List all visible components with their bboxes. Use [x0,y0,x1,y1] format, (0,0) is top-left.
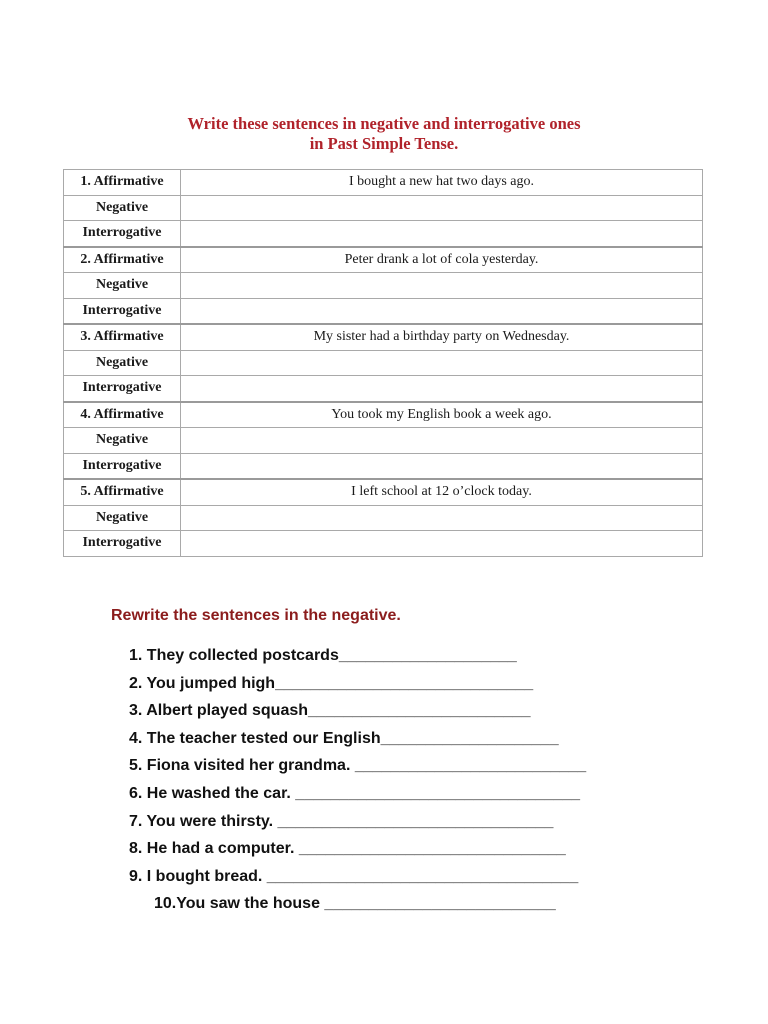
exercise-item: 5. Fiona visited her grandma. __________________________ [129,757,587,774]
row-label: 5. Affirmative [64,479,181,505]
exercise-item: 3. Albert played squash_________________________ [129,702,531,719]
table-row [64,273,703,299]
row-label: Negative [64,273,181,299]
affirmative-sentence-cell: I bought a new hat two days ago. [181,170,703,196]
exercise-item: 2. You jumped high_____________________________ [129,675,534,692]
table-row [64,350,703,376]
answer-cell[interactable] [181,350,703,376]
affirmative-sentence-cell: You took my English book a week ago. [181,402,703,428]
answer-cell[interactable] [181,376,703,402]
row-label: Negative [64,195,181,221]
exercise-item: 7. You were thirsty. _______________________________ [129,813,554,830]
table-row [64,453,703,479]
affirmative-sentence-cell: My sister had a birthday party on Wednesday. [181,324,703,350]
table-row [64,170,703,196]
answer-cell[interactable] [181,195,703,221]
row-label: 1. Affirmative [64,170,181,196]
table-row [64,505,703,531]
row-label: Interrogative [64,298,181,324]
row-label: Negative [64,428,181,454]
exercise-item: 4. The teacher tested our English____________________ [129,730,559,747]
row-label: Negative [64,505,181,531]
section-title-negative: Rewrite the sentences in the negative. [111,607,401,624]
row-label: Interrogative [64,221,181,247]
row-label: Negative [64,350,181,376]
affirmative-sentence-cell: Peter drank a lot of cola yesterday. [181,247,703,273]
answer-cell[interactable] [181,531,703,557]
table-row [64,298,703,324]
row-label: Interrogative [64,453,181,479]
exercise-item: 1. They collected postcards____________________ [129,647,517,664]
worksheet-title-line-2: in Past Simple Tense. [309,134,459,153]
row-label: 3. Affirmative [64,324,181,350]
sentence-transformation-table [63,169,703,557]
answer-cell[interactable] [181,505,703,531]
worksheet-title-line-1: Write these sentences in negative and interrogative ones [187,114,581,133]
table-row [64,195,703,221]
table-row [64,247,703,273]
table-row [64,402,703,428]
answer-cell[interactable] [181,453,703,479]
exercise-item: 9. I bought bread. ___________________________________ [129,868,579,885]
answer-cell[interactable] [181,273,703,299]
row-label: 4. Affirmative [64,402,181,428]
table-row [64,221,703,247]
answer-cell[interactable] [181,221,703,247]
row-label: Interrogative [64,531,181,557]
row-label: 2. Affirmative [64,247,181,273]
table-row [64,531,703,557]
exercise-item: 8. He had a computer. ______________________________ [129,840,566,857]
table-row [64,428,703,454]
table-row [64,324,703,350]
affirmative-sentence-cell: I left school at 12 o’clock today. [181,479,703,505]
worksheet-title [0,114,768,154]
answer-cell[interactable] [181,298,703,324]
table-row [64,479,703,505]
exercise-item: 10.You saw the house __________________________ [154,895,556,912]
row-label: Interrogative [64,376,181,402]
exercise-item: 6. He washed the car. ________________________________ [129,785,581,802]
answer-cell[interactable] [181,428,703,454]
table-row [64,376,703,402]
